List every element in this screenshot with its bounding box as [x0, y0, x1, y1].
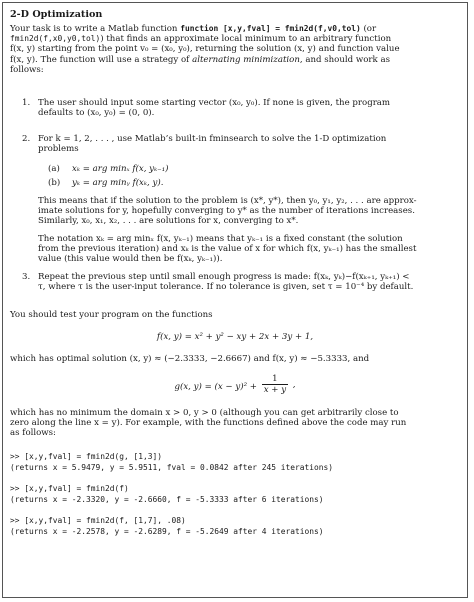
code-example-2-result: (returns x = -2.3320, y = -2.6660, f = -5.3333 after 6 iterations)	[10, 495, 324, 504]
code-example-2-command: >> [x,y,fval] = fmin2d(f)	[10, 484, 129, 493]
equation-f: f(x, y) = x² + y² − xy + 2x + 3y + 1,	[156, 332, 314, 342]
test-note-paragraph: which has no minimum the domain x > 0, y > 0 (although you can get arbitrarily close to zero along the line x = y). For example, with the functions defined above the code may run as follows:	[10, 408, 407, 439]
test-solution-line: which has optimal solution (x, y) ≈ (−2.3333, −2.6667) and f(x, y) ≈ −5.3333, and	[10, 354, 370, 364]
fraction: $\frac{1}{x + y}$	[263, 374, 287, 396]
code-example-1-result: (returns x = 5.9479, y = 5.9511, fval = 0.0842 after 245 iterations)	[10, 463, 334, 472]
page-title: 2-D Optimization	[10, 9, 103, 20]
code-example-3-result: (returns x = -2.2578, y = -2.6289, f = -5.2649 after 4 iterations)	[10, 527, 324, 536]
intro-line-3: f(x, y) starting from the point v₀ = (x₀, y₀), returning the solution (x, y) and function value	[10, 44, 400, 55]
equation-g: g(x, y) = (x − y)² + $\frac{1}{x + y}$ ,	[174, 374, 296, 396]
intro-line-1: Your task is to write a Matlab function function [x,y,fval] = fmin2d(f,v0,tol) (or	[10, 24, 377, 34]
intro-line-2: fmin2d(f,x0,y0,tol)) that finds an approximate local minimum to an arbitrary function	[10, 34, 392, 45]
intro-line-5: follows:	[10, 64, 44, 75]
code-example-3-command: >> [x,y,fval] = fmin2d(f, [1,7], .08)	[10, 516, 186, 525]
test-intro: You should test your program on the functions	[10, 310, 213, 320]
code-example-1-command: >> [x,y,fval] = fmin2d(g, [1,3])	[10, 452, 163, 461]
page-frame	[2, 2, 468, 598]
intro-paragraph	[10, 24, 460, 75]
intro-line-4: f(x, y). The function will use a strategy of alternating minimization, and should work as	[10, 54, 390, 65]
